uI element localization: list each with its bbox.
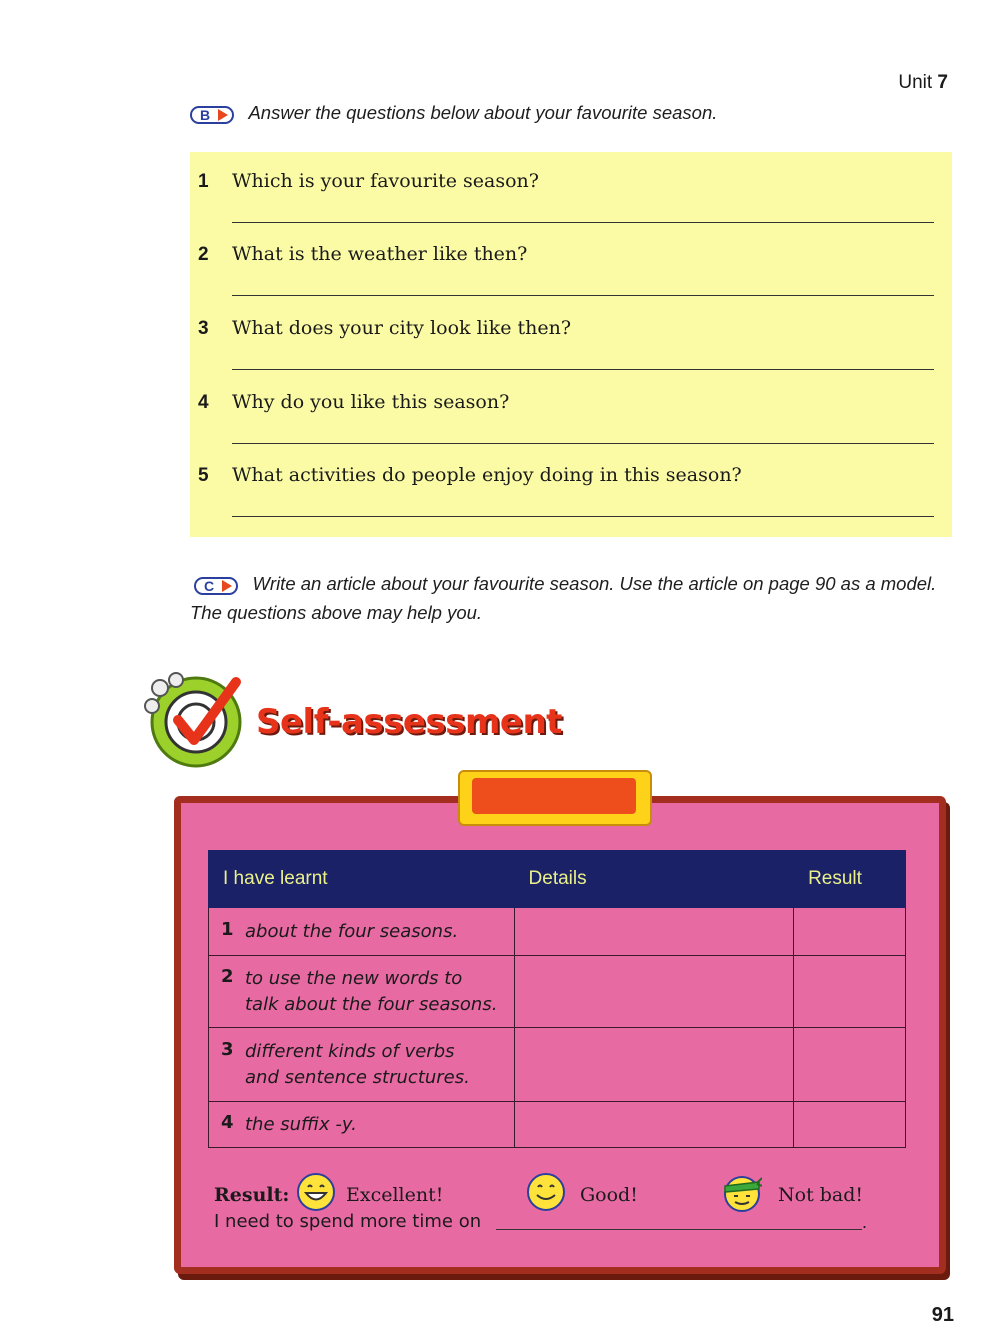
section-c-text: Write an article about your favourite season. Use the article on page 90 as a model. The questions above may help you. [190, 573, 937, 623]
learnt-cell [209, 956, 515, 1028]
section-b-badge [190, 106, 234, 124]
question-text: What does your city look like then? [232, 317, 572, 339]
self-assessment-table [208, 850, 906, 1148]
row-text: about the four seasons. [245, 920, 459, 942]
learnt-cell [209, 1028, 515, 1102]
question-2 [198, 243, 926, 266]
question-number: 2 [198, 244, 209, 265]
question-text: Which is your favourite season? [232, 170, 539, 192]
row-text: and sentence structures. [245, 1066, 470, 1088]
row-text: talk about the four seasons. [245, 993, 498, 1015]
rating-not-bad-label: Not bad! [778, 1184, 864, 1206]
details-cell[interactable] [514, 956, 794, 1028]
question-number: 1 [198, 171, 209, 192]
smiley-excellent-icon [296, 1172, 336, 1212]
result-label: Result: [214, 1184, 290, 1206]
row-number: 4 [221, 1111, 234, 1133]
checkmark-target-icon [138, 668, 246, 768]
unit-label [898, 72, 948, 94]
header-result: Result [794, 851, 906, 908]
question-number: 3 [198, 318, 209, 339]
board-clip-inner [472, 778, 636, 814]
question-1 [198, 170, 926, 193]
answer-line-1[interactable] [232, 222, 934, 223]
question-box [190, 152, 952, 537]
details-cell[interactable] [514, 1102, 794, 1148]
question-4 [198, 391, 926, 414]
need-more-time-line[interactable] [496, 1229, 862, 1230]
table-row [209, 956, 906, 1028]
row-text: the suffix -y. [245, 1113, 357, 1135]
section-b-text: Answer the questions below about your favourite season. [248, 102, 718, 123]
smiley-not-bad-icon [722, 1172, 762, 1212]
rating-excellent-label: Excellent! [346, 1184, 444, 1206]
result-cell[interactable] [794, 1102, 906, 1148]
question-text: What activities do people enjoy doing in this season? [232, 464, 742, 486]
question-5 [198, 464, 926, 487]
row-text: different kinds of verbs [245, 1040, 455, 1062]
answer-line-2[interactable] [232, 295, 934, 296]
row-number: 2 [221, 965, 234, 987]
row-number: 3 [221, 1038, 234, 1060]
table-header-row [209, 851, 906, 908]
unit-number: 7 [937, 72, 948, 93]
header-details: Details [514, 851, 794, 908]
row-number: 1 [221, 918, 234, 940]
row-text: to use the new words to [245, 967, 463, 989]
unit-label-text: Unit [898, 72, 933, 93]
smiley-good-icon [526, 1172, 566, 1212]
section-b-letter: B [200, 106, 211, 123]
table-row [209, 1102, 906, 1148]
learnt-cell [209, 1102, 515, 1148]
section-c-instruction [190, 570, 950, 628]
section-c-badge [194, 577, 238, 595]
rating-good-label: Good! [580, 1184, 638, 1206]
details-cell[interactable] [514, 908, 794, 956]
question-text: Why do you like this season? [232, 391, 510, 413]
result-cell[interactable] [794, 908, 906, 956]
answer-line-3[interactable] [232, 369, 934, 370]
result-cell[interactable] [794, 1028, 906, 1102]
answer-line-4[interactable] [232, 443, 934, 444]
question-3 [198, 317, 926, 340]
question-number: 5 [198, 465, 209, 486]
section-b-instruction [190, 102, 717, 124]
question-number: 4 [198, 392, 209, 413]
table-row [209, 908, 906, 956]
details-cell[interactable] [514, 1028, 794, 1102]
page-number: 91 [931, 1304, 954, 1326]
question-text: What is the weather like then? [232, 243, 528, 265]
table-row [209, 1028, 906, 1102]
need-more-time-text: I need to spend more time on [214, 1211, 482, 1232]
header-learnt: I have learnt [209, 851, 515, 908]
learnt-cell [209, 908, 515, 956]
self-assessment-title: Self-assessment [256, 702, 562, 742]
result-cell[interactable] [794, 956, 906, 1028]
period: . [862, 1212, 868, 1232]
section-c-letter: C [204, 577, 215, 594]
answer-line-5[interactable] [232, 516, 934, 517]
